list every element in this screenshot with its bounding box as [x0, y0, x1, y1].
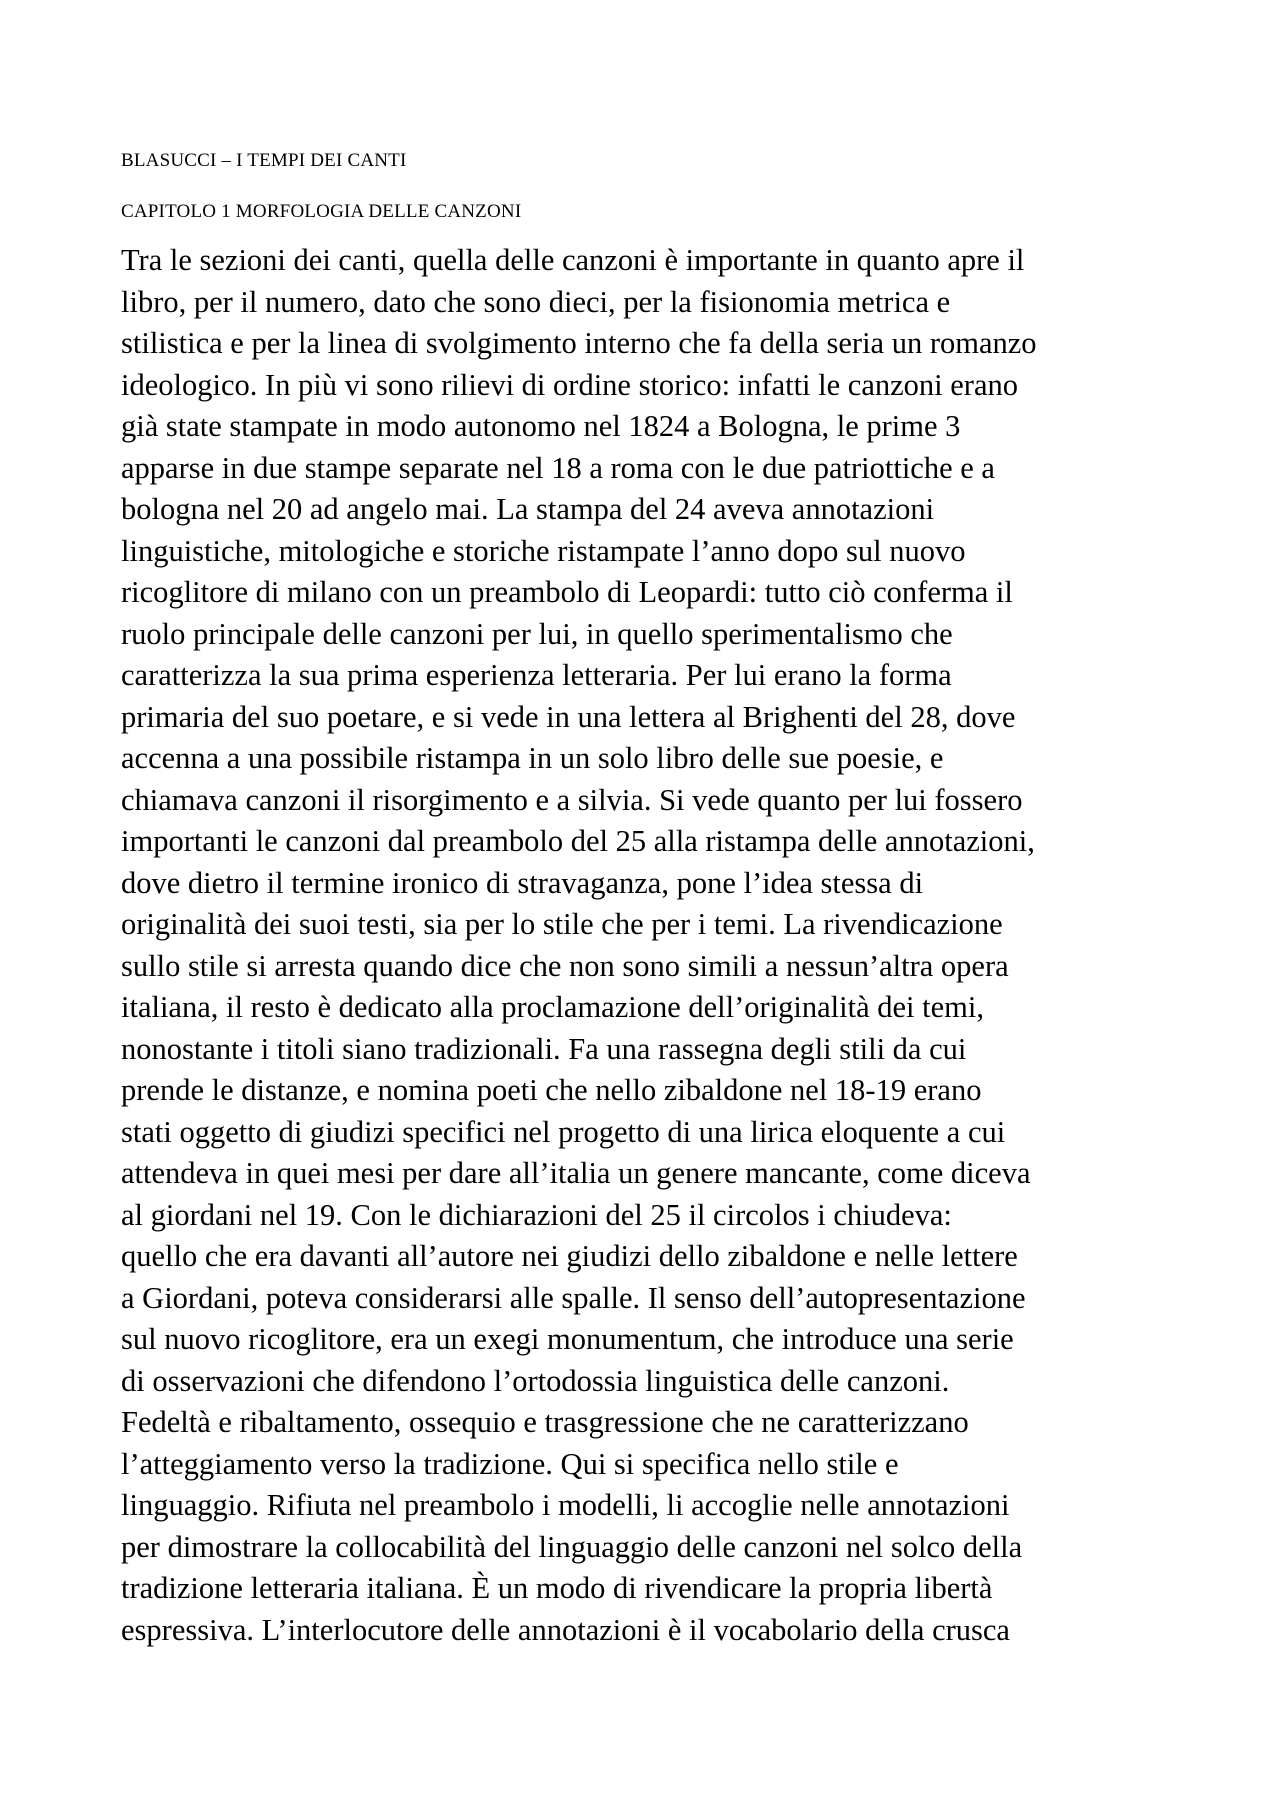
text-line: accenna a una possibile ristampa in un solo libro delle sue poesie, e	[121, 741, 944, 775]
text-line: linguistiche, mitologiche e storiche ristampate l’anno dopo sul nuovo	[121, 533, 966, 568]
text-line: espressiva. L’interlocutore delle annotazioni è il vocabolario della crusca	[121, 1612, 1010, 1647]
document-title: BLASUCCI – I TEMPI DEI CANTI	[121, 150, 407, 171]
text-line: nonostante i titoli siano tradizionali. Fa una rassegna degli stili da cui	[121, 1031, 967, 1066]
text-line: italiana, il resto è dedicato alla proclamazione dell’originalità dei temi,	[121, 990, 984, 1024]
text-line: chiamava canzoni il risorgimento e a silvia. Si vede quanto per lui fossero	[121, 782, 1023, 817]
text-line: bologna nel 20 ad angelo mai. La stampa del 24 aveva annotazioni	[121, 492, 935, 526]
text-line: linguaggio. Rifiuta nel preambolo i modelli, li accoglie nelle annotazioni	[121, 1488, 1010, 1522]
text-line: Tra le sezioni dei canti, quella delle canzoni è importante in quanto apre il	[121, 243, 1025, 277]
text-line: prende le distanze, e nomina poeti che nello zibaldone nel 18-19 erano	[121, 1073, 982, 1107]
text-line: di osservazioni che difendono l’ortodossia linguistica delle canzoni.	[121, 1363, 950, 1398]
text-line: quello che era davanti all’autore nei giudizi dello zibaldone e nelle lettere	[121, 1239, 1018, 1273]
text-line: dove dietro il termine ironico di stravaganza, pone l’idea stessa di	[121, 865, 924, 900]
text-line: per dimostrare la collocabilità del linguaggio delle canzoni nel solco della	[121, 1529, 1023, 1564]
chapter-heading: CAPITOLO 1 MORFOLOGIA DELLE CANZONI	[121, 201, 522, 222]
text-line: attendeva in quei mesi per dare all’italia un genere mancante, come diceva	[121, 1156, 1031, 1190]
text-line: primaria del suo poetare, e si vede in una lettera al Brighenti del 28, dove	[121, 699, 1016, 734]
text-line: a Giordani, poteva considerarsi alle spalle. Il senso dell’autopresentazione	[121, 1280, 1026, 1315]
text-line: già state stampate in modo autonomo nel 1824 a Bologna, le prime 3	[121, 409, 961, 443]
text-line: ruolo principale delle canzoni per lui, in quello sperimentalismo che	[121, 616, 953, 651]
text-line: stati oggetto di giudizi specifici nel progetto di una lirica eloquente a cui	[121, 1114, 1006, 1149]
text-line: sul nuovo ricoglitore, era un exegi monumentum, che introduce una serie	[121, 1322, 1014, 1356]
text-line: sullo stile si arresta quando dice che non sono simili a nessun’altra opera	[121, 948, 1009, 983]
text-line: ideologico. In più vi sono rilievi di ordine storico: infatti le canzoni erano	[121, 367, 1018, 402]
body-paragraph	[121, 240, 1181, 1651]
text-line: stilistica e per la linea di svolgimento interno che fa della seria un romanzo	[121, 326, 1037, 360]
text-line: ricoglitore di milano con un preambolo di Leopardi: tutto ciò conferma il	[121, 575, 1013, 609]
text-line: l’atteggiamento verso la tradizione. Qui si specifica nello stile e	[121, 1446, 899, 1481]
text-line: caratterizza la sua prima esperienza letteraria. Per lui erano la forma	[121, 658, 952, 692]
text-line: libro, per il numero, dato che sono dieci, per la fisionomia metrica e	[121, 284, 951, 319]
text-line: importanti le canzoni dal preambolo del 25 alla ristampa delle annotazioni,	[121, 824, 1035, 858]
text-line: originalità dei suoi testi, sia per lo stile che per i temi. La rivendicazione	[121, 907, 1003, 941]
text-line: tradizione letteraria italiana. È un modo di rivendicare la propria libertà	[121, 1571, 993, 1605]
text-line: Fedeltà e ribaltamento, ossequio e trasgressione che ne caratterizzano	[121, 1405, 969, 1439]
text-line: al giordani nel 19. Con le dichiarazioni del 25 il circolos i chiudeva:	[121, 1197, 952, 1232]
text-line: apparse in due stampe separate nel 18 a roma con le due patriottiche e a	[121, 450, 995, 485]
